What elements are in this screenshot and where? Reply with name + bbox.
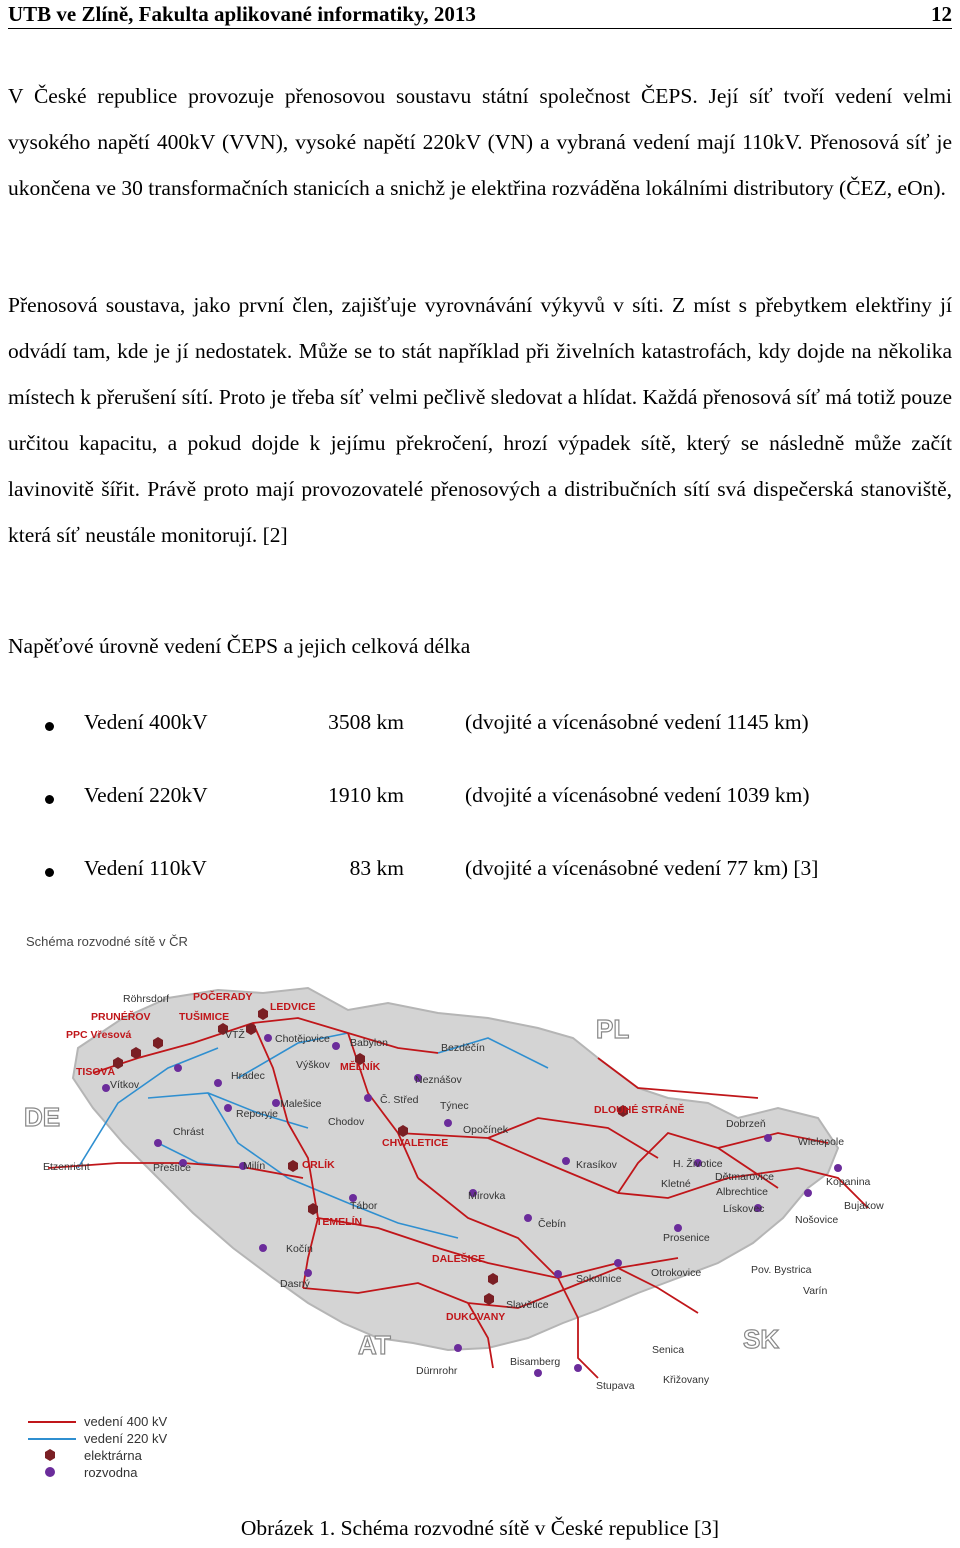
legend-label: elektrárna [84, 1448, 142, 1463]
legend-label: rozvodna [84, 1465, 138, 1480]
substation-label: Tábor [350, 1200, 378, 1212]
substation-label: Čebín [538, 1218, 567, 1230]
plant-label: MĚLNÍK [340, 1061, 381, 1073]
substation-label: Wielopole [798, 1136, 845, 1148]
country-label-sk: SK [743, 1324, 780, 1354]
substation-label: Neznášov [415, 1074, 462, 1086]
plant-label: CHVALETICE [382, 1137, 449, 1149]
section-heading: Napěťové úrovně vedení ČEPS a jejich celková délka [8, 634, 471, 658]
plant-label: TISOVÁ [76, 1066, 116, 1078]
country-label-at: AT [358, 1330, 391, 1360]
country-label-pl: PL [596, 1014, 630, 1044]
substation-label: Křižovany [663, 1374, 710, 1386]
substation-label: Hradec [231, 1070, 265, 1082]
list-item [0, 710, 960, 740]
substation-label: Senica [652, 1344, 685, 1356]
plant-label: TEMELÍN [316, 1216, 363, 1228]
grid-map-svg [18, 918, 953, 1498]
bullet-icon [45, 795, 54, 804]
substation-label: Otrokovice [651, 1267, 702, 1279]
plant-label: POČERADY [193, 991, 253, 1003]
plant-label: ORLÍK [302, 1159, 335, 1171]
substation-label: Nošovice [795, 1214, 839, 1226]
substation-label: Pov. Bystrica [751, 1264, 812, 1276]
substation-label: Týnec [440, 1100, 469, 1112]
paragraph-2: Přenosová soustava, jako první člen, zajišťuje vyrovnávání výkyvů v síti. Z míst s přebytkem elektřiny jí odvádí tam, kde je jí nedostatek. Může se to stát například při živelních katastrofách, kdy dojde na několika místech k přerušení sítí. Proto je třeba síť velmi pečlivě sledovat a hlídat. Každá přenosová síť má totiž pouze určitou kapacitu, a pokud dojde k jejímu překročení, hrozí výpadek sítě, který se následně může začít lavinovitě šířit. Právě proto mají provozovatelé přenosových a distribučních sítí svá dispečerská stanoviště, která síť neustále monitorují. [2] [8, 293, 952, 547]
substation-label: Varín [803, 1285, 828, 1297]
substation-label: Chrást [173, 1126, 204, 1138]
substation-label: Kopanina [826, 1176, 871, 1188]
plant-label: DUKOVANY [446, 1311, 506, 1323]
substation-label: Vítkov [110, 1079, 140, 1091]
bullet-icon [45, 722, 54, 731]
substation-label: Dětmarovice [715, 1171, 774, 1183]
plant-label: LEDVICE [270, 1001, 316, 1013]
substation-label: Přeštice [153, 1162, 191, 1174]
substation-label: Milín [243, 1160, 266, 1172]
legend-substation-icon [45, 1467, 55, 1477]
substation-label: Albrechtice [716, 1186, 768, 1198]
substation-label: Kletné [661, 1178, 691, 1190]
substation-label: Bisamberg [510, 1356, 561, 1368]
substation-label: Chotějovice [275, 1033, 330, 1045]
country-label-de: DE [24, 1102, 61, 1132]
voltage-note: (dvojité a vícenásobné vedení 1039 km) [465, 783, 810, 807]
figure-caption: Obrázek 1. Schéma rozvodné sítě v České republice [3] [240, 1516, 720, 1540]
substation-label: Lískovec [723, 1203, 765, 1215]
bullet-icon [45, 868, 54, 877]
substation-label: Opočínek [463, 1124, 508, 1136]
substation-label: Dasný [280, 1278, 310, 1290]
legend-label: vedení 400 kV [84, 1414, 168, 1429]
substation-label: Slavětice [506, 1299, 549, 1311]
substation-label: Kočín [286, 1243, 313, 1255]
substation-label: Stupava [596, 1380, 635, 1392]
substation-label: Röhrsdorf [123, 993, 170, 1005]
substation-label: Bezděčín [441, 1042, 485, 1054]
substation-label: Prosenice [663, 1232, 710, 1244]
voltage-line: Vedení 110kV [84, 856, 207, 880]
voltage-length: 1910 km [328, 783, 404, 807]
substation-label: Krasíkov [576, 1159, 617, 1171]
substation-label: Bujakow [844, 1200, 884, 1212]
substation-label: Mírovka [468, 1190, 506, 1202]
substation-label: Dobrzeň [726, 1118, 766, 1130]
map-legend [28, 1414, 167, 1480]
substation-label: Babylon [350, 1037, 388, 1049]
header-title: UTB ve Zlíně, Fakulta aplikované informatiky, 2013 [8, 2, 476, 26]
list-item [0, 856, 960, 886]
plant-label: DLOUHÉ STRÁNĚ [594, 1104, 685, 1116]
voltage-note: (dvojité a vícenásobné vedení 1145 km) [465, 710, 809, 734]
substation-label: Sokolnice [576, 1273, 622, 1285]
running-header [8, 2, 952, 29]
map-title: Schéma rozvodné sítě v ČR [26, 934, 188, 949]
list-item [0, 783, 960, 813]
substation-label: Chodov [328, 1116, 365, 1128]
grid-map-figure [18, 918, 953, 1498]
substation-label: Reporyje [236, 1108, 279, 1120]
voltage-note: (dvojité a vícenásobné vedení 77 km) [3] [465, 856, 819, 880]
legend-plant-icon [45, 1449, 55, 1461]
voltage-line: Vedení 400kV [84, 710, 208, 734]
substation-label: Výškov [296, 1059, 330, 1071]
substation-label: Dürnrohr [416, 1365, 458, 1377]
substation-label: Č. Střed [380, 1094, 419, 1106]
substation-label: VTŽ [225, 1029, 245, 1041]
substation-label: Etzenricht [43, 1161, 90, 1173]
substation-label: Malešice [280, 1098, 322, 1110]
plant-label: TUŠIMICE [179, 1011, 230, 1023]
plant-label: PPC Vřesová [66, 1029, 132, 1041]
plant-label: PRUNÉŘOV [91, 1011, 151, 1023]
voltage-line: Vedení 220kV [84, 783, 208, 807]
legend-label: vedení 220 kV [84, 1431, 168, 1446]
plant-label: DALEŠICE [432, 1253, 486, 1265]
page-number: 12 [931, 2, 952, 26]
paragraph-1: V České republice provozuje přenosovou soustavu státní společnost ČEPS. Její síť tvoří vedení velmi vysokého napětí 400kV (VVN), vysoké napětí 220kV (VN) a vybraná vedení mají 110kV. Přenosová síť je ukončena ve 30 transformačních stanicích a snichž je elektřina rozváděna lokálními distributory (ČEZ, eOn). [8, 84, 952, 200]
voltage-length: 3508 km [328, 710, 404, 734]
substation-label: H. Životice [673, 1158, 723, 1170]
voltage-length: 83 km [349, 856, 404, 880]
